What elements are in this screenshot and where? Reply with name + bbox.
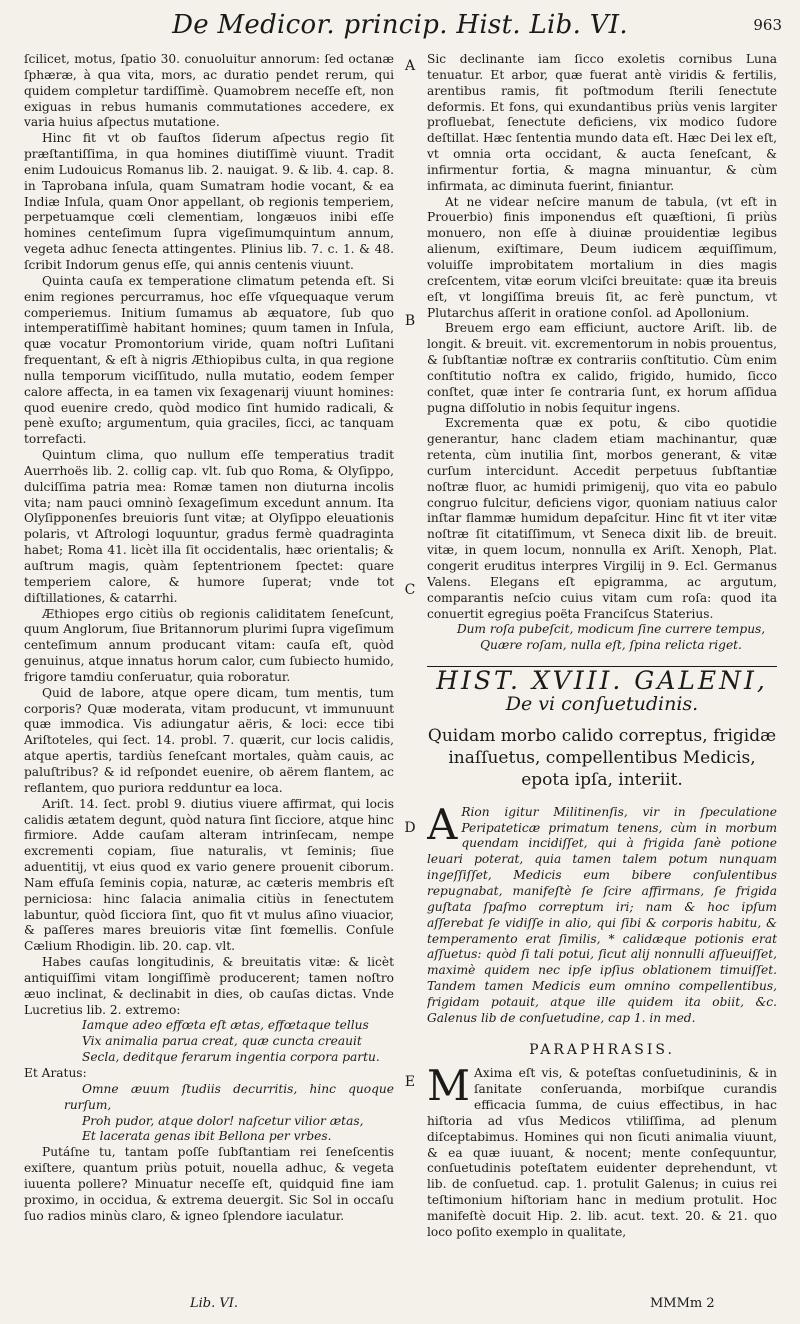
history-description: Quidam morbo calido correptus, frigidæ inaſſuetus, compellentibus Medicis, epota ipſa, interiit. bbox=[427, 725, 777, 790]
drop-cap: A bbox=[427, 799, 458, 849]
couplet-line: Dum roſa pubeſcit, modicum ſine currere tempus, bbox=[456, 622, 766, 637]
paragraph: Breuem ergo eam efficiunt, auctore Ariſt. lib. de longit. & breuit. vit. excrementorum in nobis prouentus, & ſubſtantiæ noſtræ ex contrariis conſtitutio. Cùm enim conſtitutio noſtra ex calido, frigido, humido, ſicco conſtet, quæ inter ſe contraria ſunt, ex horum aſſidua pugna diſſolutio in nobis ſequitur ingens. bbox=[427, 321, 777, 415]
verse-line: Iamque adeo effœta eſt ætas, effœtaque tellus bbox=[82, 1018, 369, 1033]
paragraph: Putáſne tu, tantam poſſe ſubſtantiam rei ſeneſcentis exiſtere, quantum priùs potuit, nouella adhuc, & vegeta iuuenta pollere? Minuatur neceſſe eſt, quidquid fine iam proximo, in occidua, & extrema deuergit. Sic Sol in occaſu ſuo radios minùs claro, & igneo ſplendore iaculatur. bbox=[24, 1145, 394, 1223]
right-column bbox=[427, 52, 777, 1292]
margin-letter-c: C bbox=[404, 582, 416, 598]
paraphrasis-body: Axima eſt vis, & poteſtas conſuetudininis, & in ſanitate conſeruanda, morbiſque curandis efficacia ſumma, de cuius effectibus, in hac hiſtoria ad vſus Medicos vtiliſſima, ad plenum diſceptabimus. Homines qui non ſicuti animalia viuunt, & ea quæ iuuant, & nocent; mente conſequuntur, conſuetudinis poteſtatem euidenter deprehendunt, vt lib. de conſuetud. cap. 1. protulit Galenus; in cuius rei teſtimonium hiſtoriam hanc in medium protulit. Hoc manifeſtè docuit Hip. 2. lib. acut. text. 20. & 21. quo loco poſito exemplo in qualitate, bbox=[427, 1066, 777, 1239]
aratus-label: Et Aratus: bbox=[24, 1066, 87, 1080]
page-header bbox=[0, 8, 800, 48]
paragraph: Quid de labore, atque opere dicam, tum mentis, tum corporis? Quæ moderata, vitam producunt, vt immunuunt quæ immodica. Vis adiungatur aëris, & loci: ecce tibi Ariſtoteles, qui ſect. 14. probl. 7. quærit, cur locis calidis, atque apertis, tardiùs ſeneſcant mortales, quàm cauis, ac paluſtribus? & id reſpondet euenire, ob aërem flantem, ac reflantem, quo puriora redduntur ea loca. bbox=[24, 685, 394, 795]
left-column bbox=[24, 52, 394, 1288]
verse-line: Proh pudor, atque dolor! naſcetur vilior ætas, bbox=[82, 1113, 364, 1128]
footer-signature: MMMm 2 bbox=[650, 1296, 715, 1311]
paragraph: ſcilicet, motus, ſpatio 30. conuoluitur annorum: ſed octanæ ſphæræ, à qua vita, mors, ac duratio pendet rerum, qui quidem completur tardiſſimè. Quamobrem neceſſe eſt, non exiguas in rebus humanis commutationes accedere, ex varia huius aſpectus mutatione. bbox=[24, 52, 394, 130]
footer-book-label: Lib. VI. bbox=[190, 1296, 239, 1311]
couplet-line: Quære roſam, nulla eſt, ſpina relicta riget. bbox=[480, 638, 742, 653]
drop-cap: M bbox=[427, 1061, 471, 1111]
margin-letter-d: D bbox=[404, 820, 416, 836]
margin-letter-a: A bbox=[404, 58, 416, 74]
history-text bbox=[427, 799, 777, 1027]
verse-line: Vix animalia parua creat, quæ cuncta creauit bbox=[82, 1034, 362, 1049]
paragraph: Hinc fit vt ob fauſtos ſiderum aſpectus regio ſit præſtantiſſima, in qua homines diutiſſimè viuunt. Tradit enim Ludouicus Romanus lib. 2. nauigat. 9. & lib. 4. cap. 8. in Taprobana inſula, quam Sumatram hodie vocant, & ea Indiæ Inſula, quam Onor appellant, ob regionis temperiem, perpetuamque cœli clementiam, longæuos inibi eſſe homines centeſimum ſupra vigeſimumquintum annum, vegeta adhuc ſenecta attingentes. Plinius lib. 7. c. 1. & 48. ſcribit Indorum genus eſſe, qui annis centenis viuunt. bbox=[24, 131, 394, 272]
verse-line: Et lacerata genas ibit Bellona per vrbes. bbox=[82, 1129, 332, 1144]
running-title: De Medicor. princip. Hist. Lib. VI. bbox=[172, 10, 628, 40]
verse-line: Omne æuum ſtudiis decurritis, hinc quoque rurſum, bbox=[64, 1081, 394, 1112]
paragraph: Quintum clima, quo nullum eſſe temperatius tradit Auerrhoës lib. 2. collig cap. vlt. ſub quo Roma, & Olyſippo, dulciſſima patria mea: Romæ tamen non diuturna incolis vita; nam pauci omninò ſexageſimum excedunt annum. Ita Olyſipponenſes breuioris ſunt vitæ; at Olyſippo eleuationis polaris, vt Aſtrologi loquuntur, gradus fermè quadraginta habet; Roma 41. licèt illa ſit occidentalis, hæc orientalis; & auſtrum magis, quàm ſeptentrionem ſpectet: quare temperiem calore, & humore ſuperat; vnde tot diſtillationes, & catarrhi. bbox=[24, 448, 394, 605]
paraphrasis-text bbox=[427, 1061, 777, 1240]
paragraph: Quinta cauſa ex temperatione climatum petenda eſt. Si enim regiones percurramus, hoc eſſe vſquequaque verum comperiemus. Initium ſumamus ab æquatore, ſub quo intemperatiſſimè habitant homines; quum tamen in Inſula, quæ vocatur Promontorium viride, quam noſtri Luſitani frequentant, & eſt à nigris Æthiopibus culta, in qua regione nulla temporum viciſſitudo, nulla mutatio, eodem ſemper calore affecta, in ea tamen vix ſexagenarij viuunt homines: quod euenire credo, quòd modico ſint humido radicali, & penè exuſto; argumentum, quia graciles, ſicci, ac tanquam torrefacti. bbox=[24, 273, 394, 447]
page-number: 963 bbox=[753, 16, 782, 34]
paragraph: Æthiopes ergo citiùs ob regionis caliditatem ſeneſcunt, quum Anglorum, ſiue Britannorum plurimi ſupra vigeſimum centeſimum annum producant vitam: cauſa eſt, quòd genuinus, atque innatus horum calor, cum ſubiecto humido, frigore tamdiu conſeruatur, quia roboratur. bbox=[24, 606, 394, 684]
history-title: HIST. XVIII. GALENI, bbox=[436, 666, 768, 696]
paragraph: At ne videar neſcire manum de tabula, (vt eſt in Prouerbio) finis imponendus eſt quæſtioni, ſi priùs monuero, non eſſe à diuinæ prouidentiæ legibus alienum, exiſtimare, Deum iudicem æquiſſimum, voluiſſe improbitatem mortalium in dies magis creſcentem, vitæ eorum vlciſci breuitate: quæ ita breuis eſt, vt longiſſima breuis ſit, ac ferè punctum, vt Plutarchus aſſerit in oratione conſol. ad Apollonium. bbox=[427, 194, 777, 320]
paragraph: Excrementa quæ ex potu, & cibo quotidie generantur, hanc cladem etiam machinantur, quæ retenta, cùm inutilia ſint, morbos generant, & vitæ curſum intercidunt. Accedit perpetuus ſubſtantiæ noſtræ fluor, ac humidi primigenij, quo vita eo pabulo congruo fulcitur, deficiens vigor, quoniam natiuus calor inſtar flammæ humidum depaſcitur. Hinc fit vt iter vitæ noſtræ ſit citatiſſimum, vt Seneca dixit lib. de breuit. vitæ, in quem locum, nonnulla ex Ariſt. Xenoph, Plat. congerit eruditus interpres Virgilij in 9. Ecl. Germanus Valens. Elegans eſt epigramma, ac argutum, comparantis neſcio cuius vitam cum roſa: quod ita conuertit egregius poëta Franciſcus Staterius. bbox=[427, 416, 777, 621]
history-subtitle: De vi conſuetudinis. bbox=[505, 692, 699, 715]
verse-line: Secla, deditque ferarum ingentia corpora partu. bbox=[82, 1050, 380, 1065]
paragraph: Ariſt. 14. ſect. probl 9. diutius viuere affirmat, qui locis calidis ætatem degunt, quòd natura ſint ſicciore, atque hinc firmiore. Adde cauſam alteram intrinſecam, nempe excrementi copiam, ſiue naturalis, vt ſeminis; ſiue aduentitij, vt eius quod ex vario genere prouenit ciborum. Nam effuſa ſeminis copia, naturæ, ac cæteris membris eſt perniciosa: hinc ſalacia animalia citiùs in ſenectutem labuntur, quòd ſicciora ſint, quo fit vt mulus aſino viuacior, & paſſeres mares breuioris vitæ ſint fœmellis. Conſule Cælium Rhodigin. lib. 20. cap. vlt. bbox=[24, 796, 394, 954]
history-text-body: Rion igitur Militinenſis, vir in ſpeculatione Peripateticæ primatum tenens, cùm in morbum quendam incidiſſet, qui à frigida ſanè potione leuari poterat, quia tamen talem potum nunquam ingeſſiſſet, Medicis eum bibere conſulentibus repugnabat, manifeſtè ſe ſcire affirmans, ſe frigida guſtata ſpaſmo correptum iri; nam & hoc ipſum aſſerebat ſe vidiſſe in alio, qui ſibi & corporis habitu, & temperamento erat ſimilis, * calidæque potionis erat aſſuetus: quòd ſi tali potui, ſicut alij nonnulli aſſueuiſſet, maximè quidem nec ipſe ipſius oblationem timuiſſet. Tandem tamen Medicis eum omnino compellentibus, frigidam potauit, atque ille quidem ita obiit, &c. Galenus lib de conſuetudine, cap 1. in med. bbox=[427, 804, 777, 1025]
margin-letter-b: B bbox=[404, 313, 416, 329]
paragraph: Habes cauſas longitudinis, & breuitatis vitæ: & licèt antiquiſſimi vitam longiſſimè producerent; tamen noſtro æuo inclinat, & declinabit in dies, ob cauſas dictas. Vnde Lucretius lib. 2. extremo: bbox=[24, 955, 394, 1017]
margin-letter-e: E bbox=[404, 1074, 416, 1090]
paragraph: Sic declinante iam ſicco exoletis cornibus Luna tenuatur. Et arbor, quæ fuerat antè viridis & fertilis, arentibus ramis, fit poſtmodum ſterili ſenectute deformis. Et fons, qui exundantibus priùs venis largiter profluebat, ſenectute deficiens, vix modico ſudore deſtillat. Hæc ſententia mundo data eſt. Hæc Dei lex eſt, vt omnia orta occidant, & aucta ſeneſcant, & infirmentur fortia, & magna minuantur, & cùm infirmata, ac diminuta fuerint, finiantur. bbox=[427, 52, 777, 193]
paraphrasis-title: PARAPHRASIS. bbox=[529, 1041, 675, 1058]
